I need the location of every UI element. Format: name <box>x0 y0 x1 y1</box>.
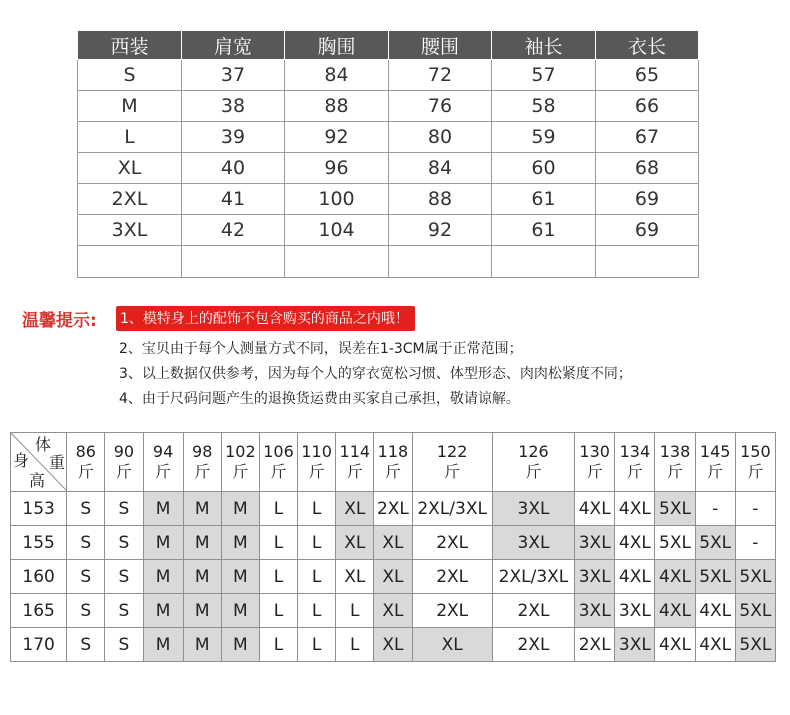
weight-value: 102 <box>225 442 256 461</box>
weight-value: 98 <box>192 442 213 461</box>
height-cell: 153 <box>11 492 67 526</box>
size-recommendation-cell: S <box>105 628 143 662</box>
weight-header-cell <box>298 433 336 492</box>
size-row <box>78 153 699 184</box>
weight-value: 86 <box>75 442 96 461</box>
weight-header-cell <box>336 433 374 492</box>
size-row <box>78 91 699 122</box>
weight-unit: 斤 <box>77 462 94 481</box>
size-recommendation-cell: XL <box>374 628 412 662</box>
size-value-cell: 42 <box>182 215 285 246</box>
weight-unit: 斤 <box>232 462 249 481</box>
empty-cell <box>389 246 492 278</box>
height-row <box>11 492 776 526</box>
corner-weight-label: 重 <box>49 453 66 472</box>
size-value-cell: 84 <box>389 153 492 184</box>
header-cell: 胸围 <box>285 31 389 60</box>
weight-header-row <box>11 433 776 492</box>
size-recommendation-cell: 5XL <box>735 560 775 594</box>
size-recommendation-cell: 4XL <box>695 628 735 662</box>
size-recommendation-cell: S <box>67 628 105 662</box>
weight-header-cell <box>615 433 655 492</box>
size-recommendation-cell: L <box>259 560 297 594</box>
height-row <box>11 560 776 594</box>
weight-header-cell <box>143 433 183 492</box>
weight-header-cell <box>221 433 259 492</box>
size-recommendation-cell: 3XL <box>575 560 615 594</box>
size-value-cell: 69 <box>596 184 699 215</box>
size-recommendation-cell: 3XL <box>575 526 615 560</box>
size-value-cell: 37 <box>182 60 285 91</box>
weight-header-cell <box>259 433 297 492</box>
size-recommendation-cell: 2XL/3XL <box>492 560 574 594</box>
size-recommendation-cell: L <box>259 492 297 526</box>
size-recommendation-cell: 3XL <box>492 526 574 560</box>
size-recommendation-cell: - <box>735 526 775 560</box>
size-value-cell: 92 <box>389 215 492 246</box>
weight-value: 114 <box>339 442 371 461</box>
size-row <box>78 60 699 91</box>
weight-unit: 斤 <box>667 462 684 481</box>
weight-unit: 斤 <box>155 462 172 481</box>
size-recommendation-cell: S <box>67 560 105 594</box>
size-recommendation-cell: 2XL <box>492 628 574 662</box>
size-recommendation-cell: 4XL <box>655 628 695 662</box>
weight-value: 130 <box>579 442 610 461</box>
size-value-cell: 40 <box>182 153 285 184</box>
weight-value: 110 <box>301 442 332 461</box>
size-recommendation-cell: M <box>183 594 221 628</box>
corner-height-label: 身 <box>13 451 30 470</box>
height-cell: 165 <box>11 594 67 628</box>
size-recommendation-cell: 3XL <box>575 594 615 628</box>
size-value-cell: 80 <box>389 122 492 153</box>
weight-header-cell <box>67 433 105 492</box>
size-recommendation-cell: XL <box>412 628 492 662</box>
empty-cell <box>492 246 596 278</box>
size-recommendation-cell: S <box>105 560 143 594</box>
size-recommendation-cell: M <box>183 492 221 526</box>
size-value-cell: 65 <box>596 60 699 91</box>
height-cell: 170 <box>11 628 67 662</box>
weight-header-cell <box>735 433 775 492</box>
size-recommendation-cell: L <box>259 526 297 560</box>
weight-unit: 斤 <box>747 462 764 481</box>
size-recommendation-cell: M <box>221 594 259 628</box>
empty-cell <box>285 246 389 278</box>
size-recommendation-cell: S <box>67 492 105 526</box>
size-recommendation-cell: 3XL <box>492 492 574 526</box>
size-recommendation-cell: M <box>221 560 259 594</box>
size-value-cell: 61 <box>492 184 596 215</box>
weight-header-cell <box>575 433 615 492</box>
size-value-cell: 67 <box>596 122 699 153</box>
size-recommendation-cell: L <box>298 628 336 662</box>
size-recommendation-cell: M <box>143 560 183 594</box>
size-recommendation-cell: S <box>105 526 143 560</box>
header-cell: 西装 <box>78 31 182 60</box>
size-row <box>78 184 699 215</box>
size-recommendation-cell: M <box>221 628 259 662</box>
weight-unit: 斤 <box>194 462 211 481</box>
weight-value: 118 <box>377 442 409 461</box>
tip-item: 3、以上数据仅供参考，因为每个人的穿衣宽松习惯、体型形态、肉肉松紧度不同； <box>119 366 632 382</box>
size-recommendation-cell: 3XL <box>615 594 655 628</box>
size-recommendation-cell: 5XL <box>735 628 775 662</box>
size-value-cell: 68 <box>596 153 699 184</box>
weight-height-body <box>11 433 776 662</box>
corner-cell <box>11 433 67 492</box>
size-value-cell: 96 <box>285 153 389 184</box>
size-recommendation-cell: M <box>221 526 259 560</box>
weight-value: 94 <box>152 442 174 461</box>
weight-header-cell <box>374 433 412 492</box>
size-recommendation-cell: XL <box>374 560 412 594</box>
tip-item: 2、宝贝由于每个人测量方式不同，误差在1-3CM属于正常范围； <box>119 341 523 357</box>
size-recommendation-cell: 2XL/3XL <box>412 492 492 526</box>
size-recommendation-cell: - <box>695 492 735 526</box>
size-recommendation-cell: M <box>143 492 183 526</box>
size-recommendation-cell: S <box>67 594 105 628</box>
size-recommendation-cell: L <box>298 492 336 526</box>
size-recommendation-cell: S <box>105 492 143 526</box>
size-recommendation-cell: 2XL <box>575 628 615 662</box>
header-cell: 衣长 <box>596 31 699 60</box>
weight-value: 122 <box>436 442 468 461</box>
size-value-cell: 69 <box>596 215 699 246</box>
size-recommendation-cell: M <box>183 628 221 662</box>
size-value-cell: 84 <box>285 60 389 91</box>
weight-unit: 斤 <box>707 462 724 481</box>
size-recommendation-cell: 4XL <box>615 560 655 594</box>
size-recommendation-cell: S <box>67 526 105 560</box>
empty-cell <box>78 246 182 278</box>
size-value-cell: 88 <box>285 91 389 122</box>
size-table <box>77 30 699 278</box>
size-row-empty <box>78 246 699 278</box>
size-value-cell: 72 <box>389 60 492 91</box>
height-row <box>11 594 776 628</box>
size-value-cell: 76 <box>389 91 492 122</box>
size-recommendation-cell: M <box>221 492 259 526</box>
weight-value: 150 <box>740 442 771 461</box>
corner-height-label: 高 <box>29 471 46 490</box>
size-value-cell: 88 <box>389 184 492 215</box>
size-row <box>78 215 699 246</box>
size-row <box>78 122 699 153</box>
size-value-cell: 58 <box>492 91 596 122</box>
size-recommendation-cell: L <box>298 526 336 560</box>
size-recommendation-cell: M <box>143 594 183 628</box>
weight-header-cell <box>695 433 735 492</box>
weight-header-cell <box>183 433 221 492</box>
weight-height-table <box>10 432 776 662</box>
header-cell: 腰围 <box>389 31 492 60</box>
size-recommendation-cell: 2XL <box>412 594 492 628</box>
size-recommendation-cell: 3XL <box>615 628 655 662</box>
weight-unit: 斤 <box>586 462 603 481</box>
size-table-header <box>78 31 699 60</box>
weight-value: 90 <box>113 442 135 461</box>
size-recommendation-cell: - <box>735 492 775 526</box>
size-recommendation-cell: L <box>336 628 374 662</box>
size-value-cell: 66 <box>596 91 699 122</box>
size-recommendation-cell: XL <box>336 492 374 526</box>
weight-unit: 斤 <box>626 462 643 481</box>
size-recommendation-cell: 2XL <box>412 560 492 594</box>
height-cell: 155 <box>11 526 67 560</box>
empty-cell <box>182 246 285 278</box>
header-cell: 肩宽 <box>182 31 285 60</box>
weight-value: 134 <box>619 442 651 461</box>
size-label-cell: L <box>78 122 182 153</box>
size-value-cell: 100 <box>285 184 389 215</box>
size-recommendation-cell: M <box>183 526 221 560</box>
size-label-cell: XL <box>78 153 182 184</box>
size-value-cell: 61 <box>492 215 596 246</box>
empty-cell <box>596 246 699 278</box>
size-recommendation-cell: 2XL <box>492 594 574 628</box>
size-recommendation-cell: 2XL <box>374 492 412 526</box>
weight-unit: 斤 <box>270 462 287 481</box>
size-label-cell: 2XL <box>78 184 182 215</box>
weight-value: 106 <box>263 442 294 461</box>
height-cell: 160 <box>11 560 67 594</box>
size-recommendation-cell: 4XL <box>575 492 615 526</box>
height-row <box>11 526 776 560</box>
size-recommendation-cell: S <box>105 594 143 628</box>
size-recommendation-cell: 4XL <box>655 594 695 628</box>
size-value-cell: 59 <box>492 122 596 153</box>
size-value-cell: 39 <box>182 122 285 153</box>
size-value-cell: 57 <box>492 60 596 91</box>
header-cell: 袖长 <box>492 31 596 60</box>
size-value-cell: 104 <box>285 215 389 246</box>
size-recommendation-cell: XL <box>336 560 374 594</box>
weight-unit: 斤 <box>346 462 363 481</box>
weight-unit: 斤 <box>525 462 542 481</box>
size-recommendation-cell: L <box>298 594 336 628</box>
tips-title: 温馨提示: <box>22 311 97 331</box>
size-recommendation-cell: 5XL <box>655 492 695 526</box>
weight-header-cell <box>105 433 143 492</box>
weight-header-cell <box>412 433 492 492</box>
size-recommendation-cell: 4XL <box>655 560 695 594</box>
size-recommendation-cell: XL <box>336 526 374 560</box>
size-recommendation-cell: M <box>143 526 183 560</box>
weight-value: 126 <box>518 442 549 461</box>
size-recommendation-cell: M <box>183 560 221 594</box>
size-recommendation-cell: L <box>259 628 297 662</box>
size-value-cell: 92 <box>285 122 389 153</box>
size-recommendation-cell: 2XL <box>412 526 492 560</box>
weight-value: 138 <box>659 442 691 461</box>
size-recommendation-cell: XL <box>374 526 412 560</box>
weight-unit: 斤 <box>444 462 461 481</box>
size-recommendation-cell: L <box>336 594 374 628</box>
tip-item-highlight: 1、模特身上的配饰不包含购买的商品之内哦！ <box>116 306 415 331</box>
tip-item: 4、由于尺码问题产生的退换货运费由买家自己承担，敬请谅解。 <box>119 391 520 407</box>
size-value-cell: 60 <box>492 153 596 184</box>
size-recommendation-cell: 4XL <box>615 492 655 526</box>
size-label-cell: S <box>78 60 182 91</box>
size-value-cell: 38 <box>182 91 285 122</box>
size-recommendation-cell: XL <box>374 594 412 628</box>
size-label-cell: M <box>78 91 182 122</box>
weight-value: 145 <box>699 442 731 461</box>
size-value-cell: 41 <box>182 184 285 215</box>
size-recommendation-cell: 5XL <box>695 526 735 560</box>
weight-unit: 斤 <box>308 462 325 481</box>
size-recommendation-cell: L <box>298 560 336 594</box>
size-recommendation-cell: 5XL <box>655 526 695 560</box>
size-recommendation-cell: 5XL <box>695 560 735 594</box>
size-recommendation-cell: L <box>259 594 297 628</box>
corner-weight-label: 体 <box>35 435 52 454</box>
size-recommendation-cell: 5XL <box>735 594 775 628</box>
weight-unit: 斤 <box>115 462 132 481</box>
size-recommendation-cell: M <box>143 628 183 662</box>
size-recommendation-cell: 4XL <box>615 526 655 560</box>
size-label-cell: 3XL <box>78 215 182 246</box>
weight-header-cell <box>492 433 574 492</box>
size-recommendation-cell: 4XL <box>695 594 735 628</box>
weight-header-cell <box>655 433 695 492</box>
weight-unit: 斤 <box>384 462 401 481</box>
size-table-body <box>78 60 699 278</box>
height-row <box>11 628 776 662</box>
